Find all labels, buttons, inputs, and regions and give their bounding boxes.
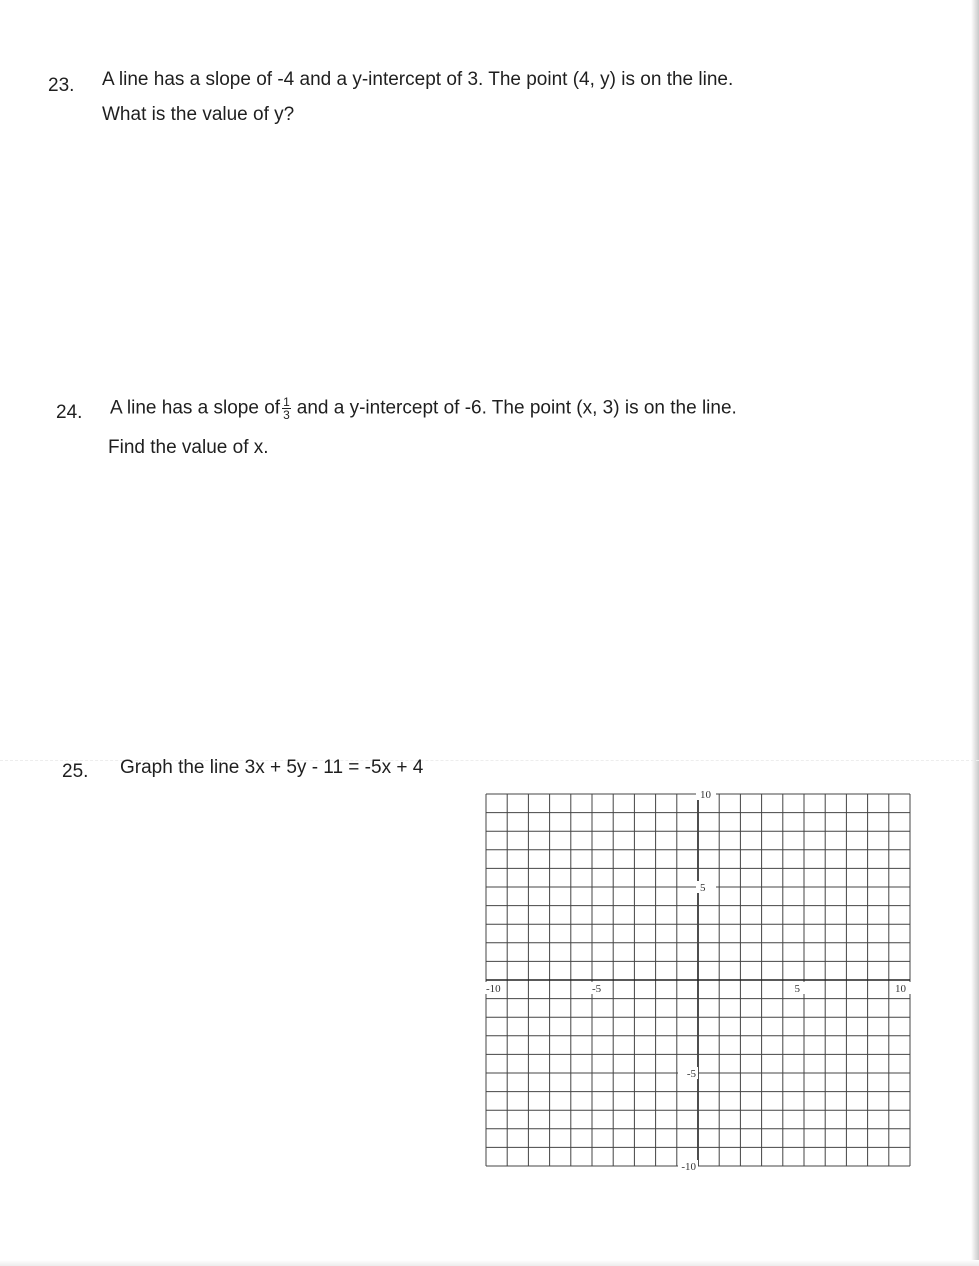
question-24-text-after-fraction: and a y-intercept of -6. The point (x, 3) is on the line. <box>296 397 737 419</box>
fraction-denominator: 3 <box>283 408 290 422</box>
y-tick-label: -5 <box>686 1068 696 1080</box>
y-tick-label: -10 <box>681 1161 696 1173</box>
x-tick-label: 10 <box>895 983 906 995</box>
page-edge-shadow <box>971 0 979 1266</box>
y-tick-label-background <box>696 881 716 893</box>
question-24-text-before-fraction: A line has a slope of <box>110 397 281 419</box>
fraction-numerator: 1 <box>283 395 290 409</box>
x-tick-label: 5 <box>794 983 800 995</box>
question-25-line-1: Graph the line 3x + 5y - 11 = -5x + 4 <box>120 757 424 778</box>
y-tick-label: 10 <box>700 789 711 801</box>
question-23-line-1: A line has a slope of -4 and a y-intercept of 3. The point (4, y) is on the line. <box>102 69 734 90</box>
coordinate-grid-svg[interactable] <box>478 780 918 1180</box>
x-tick-label: -5 <box>592 983 602 995</box>
coordinate-grid[interactable] <box>478 780 918 1180</box>
question-24-number: 24. <box>56 402 83 423</box>
fraction-one-third <box>282 396 291 421</box>
question-23-line-2: What is the value of y? <box>102 104 295 125</box>
question-23-number: 23. <box>48 75 75 96</box>
question-24-line-1 <box>110 396 737 421</box>
question-24-line-2: Find the value of x. <box>108 437 269 458</box>
question-25-number: 25. <box>62 761 89 782</box>
x-tick-label: -10 <box>486 983 501 995</box>
page-bottom-edge <box>0 1260 979 1266</box>
y-tick-label: 5 <box>700 882 706 894</box>
